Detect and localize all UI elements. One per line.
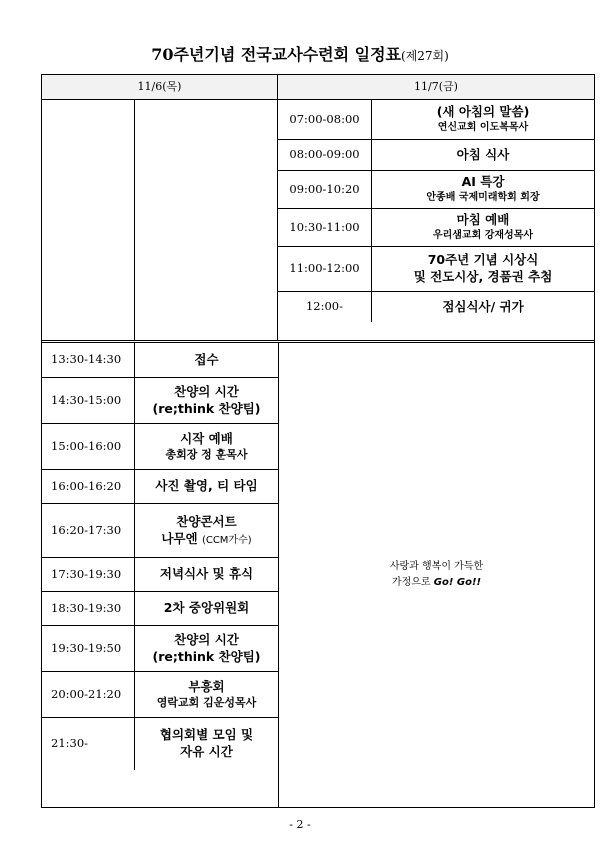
- title-main: 70주년기념 전국교사수련회 일정표: [151, 45, 401, 64]
- middle-text-line2: [392, 575, 481, 591]
- middle-text-main: 가정으로: [391, 577, 431, 588]
- day1-event-extra: (CCM가수): [201, 534, 252, 546]
- day2-event-cell: [372, 171, 594, 209]
- day2-time-cell: [278, 140, 372, 171]
- day1-event-line-wrap: [161, 531, 251, 548]
- day1-event-cell: [135, 470, 278, 504]
- day1-event-cell: [135, 378, 278, 424]
- day2-event-line: 마침 예배: [456, 212, 510, 228]
- day1-event-line: 총회장 정 훈목사: [165, 447, 248, 461]
- header-day2: [278, 75, 594, 100]
- day1-time-cell: [42, 424, 135, 470]
- day2-event-cell: [372, 100, 594, 140]
- day1-time-cell: [42, 626, 135, 672]
- day1-time-text: 18:30-19:30: [51, 600, 122, 615]
- day1-time-text: 17:30-19:30: [51, 566, 122, 581]
- day1-event-line: 찬양의 시간: [174, 383, 239, 399]
- empty-time-column: [42, 100, 135, 340]
- day1-event-cell: [135, 424, 278, 470]
- day1-event-line: 사진 촬영, 티 타임: [155, 478, 258, 494]
- day1-time-text: 20:00-21:20: [51, 686, 122, 701]
- day1-time-text: 16:00-16:20: [51, 478, 122, 493]
- day1-event-cell: [135, 672, 278, 718]
- day2-event-line: (새 아침의 말씀): [436, 104, 530, 120]
- day2-event-line: 점심식사/ 귀가: [442, 298, 524, 314]
- day2-time-text: 08:00-09:00: [289, 147, 360, 162]
- day2-time-text: 07:00-08:00: [289, 111, 360, 126]
- day1-event-cell: [135, 504, 278, 558]
- day2-event-line: 우리샘교회 강재성목사: [432, 230, 534, 242]
- day2-event-cell: [372, 209, 594, 247]
- middle-text-line1: 사랑과 행복이 가득한: [389, 561, 484, 572]
- day2-time-cell: [278, 209, 372, 247]
- day1-time-cell: [42, 504, 135, 558]
- day1-event-line: 찬양콘서트: [176, 513, 237, 529]
- day1-event-line: 부흥회: [188, 678, 225, 694]
- page-title: [0, 42, 600, 65]
- day2-event-line: 및 전도시상, 경품권 추첨: [413, 269, 553, 284]
- day2-time-text: 09:00-10:20: [289, 181, 360, 196]
- day2-event-line: 안종배 국제미래학회 회장: [426, 192, 540, 204]
- day2-event-line: AI 특강: [461, 174, 505, 190]
- day1-time-cell: [42, 378, 135, 424]
- day1-time-cell: [42, 558, 135, 592]
- day1-event-line: 2차 중앙위원회: [163, 600, 250, 616]
- day1-event-cell: [135, 718, 278, 770]
- day1-event-line: (re;think 찬양팀): [152, 648, 261, 664]
- day1-time-text: 13:30-14:30: [51, 352, 122, 367]
- day1-event-line: 저녁식사 및 휴식: [159, 566, 254, 582]
- day2-time-cell: [278, 292, 372, 322]
- day1-event-line: 영락교회 김운성목사: [156, 695, 257, 709]
- day1-event-cell: [135, 626, 278, 672]
- day2-time-text: 10:30-11:00: [289, 219, 360, 234]
- day1-time-cell: [42, 672, 135, 718]
- empty-event-column: [135, 100, 278, 340]
- day1-time-text: 14:30-15:00: [51, 392, 122, 407]
- page-number: - 2 -: [289, 818, 311, 831]
- day2-event-cell: [372, 140, 594, 171]
- day2-time-text: 11:00-12:00: [289, 261, 360, 276]
- day1-time-cell: [42, 718, 135, 770]
- day1-event-cell: [135, 343, 278, 378]
- day1-time-cell: [42, 592, 135, 626]
- day2-event-line: 70주년 기념 시상식: [427, 252, 539, 268]
- day2-time-cell: [278, 171, 372, 209]
- day1-event-line: 자유 시간: [180, 744, 233, 759]
- header-day1: [42, 75, 278, 100]
- schedule-table: [41, 74, 595, 808]
- day1-time-text: 15:00-16:00: [51, 438, 122, 453]
- day1-event-cell: [135, 592, 278, 626]
- day2-time-cell: [278, 247, 372, 292]
- day1-time-cell: [42, 343, 135, 378]
- day1-time-text: 21:30-: [51, 736, 89, 751]
- day2-time-text: 12:00-: [305, 299, 344, 314]
- day1-event-line: 접수: [194, 351, 219, 367]
- day2-time-cell: [278, 100, 372, 140]
- day1-event-line: 나무엔: [161, 530, 198, 546]
- middle-text-emphasis: Go! Go!!: [433, 577, 482, 588]
- day1-time-text: 16:20-17:30: [51, 522, 122, 537]
- header-day2-label: 11/7(금): [414, 79, 458, 93]
- day1-event-line: 협의회별 모임 및: [159, 727, 254, 743]
- day1-time-cell: [42, 470, 135, 504]
- day2-event-cell: [372, 292, 594, 322]
- day2-event-line: 연신교회 이도복목사: [437, 122, 529, 134]
- middle-message: [278, 343, 594, 807]
- day1-event-cell: [135, 558, 278, 592]
- title-sub: (제27회): [400, 49, 449, 63]
- day2-event-cell: [372, 247, 594, 292]
- header-day1-label: 11/6(목): [137, 79, 182, 93]
- day2-event-line: 아침 식사: [456, 146, 510, 162]
- day1-event-line: (re;think 찬양팀): [152, 400, 261, 416]
- day1-event-line: 시작 예배: [180, 430, 233, 446]
- day1-time-text: 19:30-19:50: [51, 640, 122, 655]
- day1-event-line: 찬양의 시간: [174, 631, 239, 647]
